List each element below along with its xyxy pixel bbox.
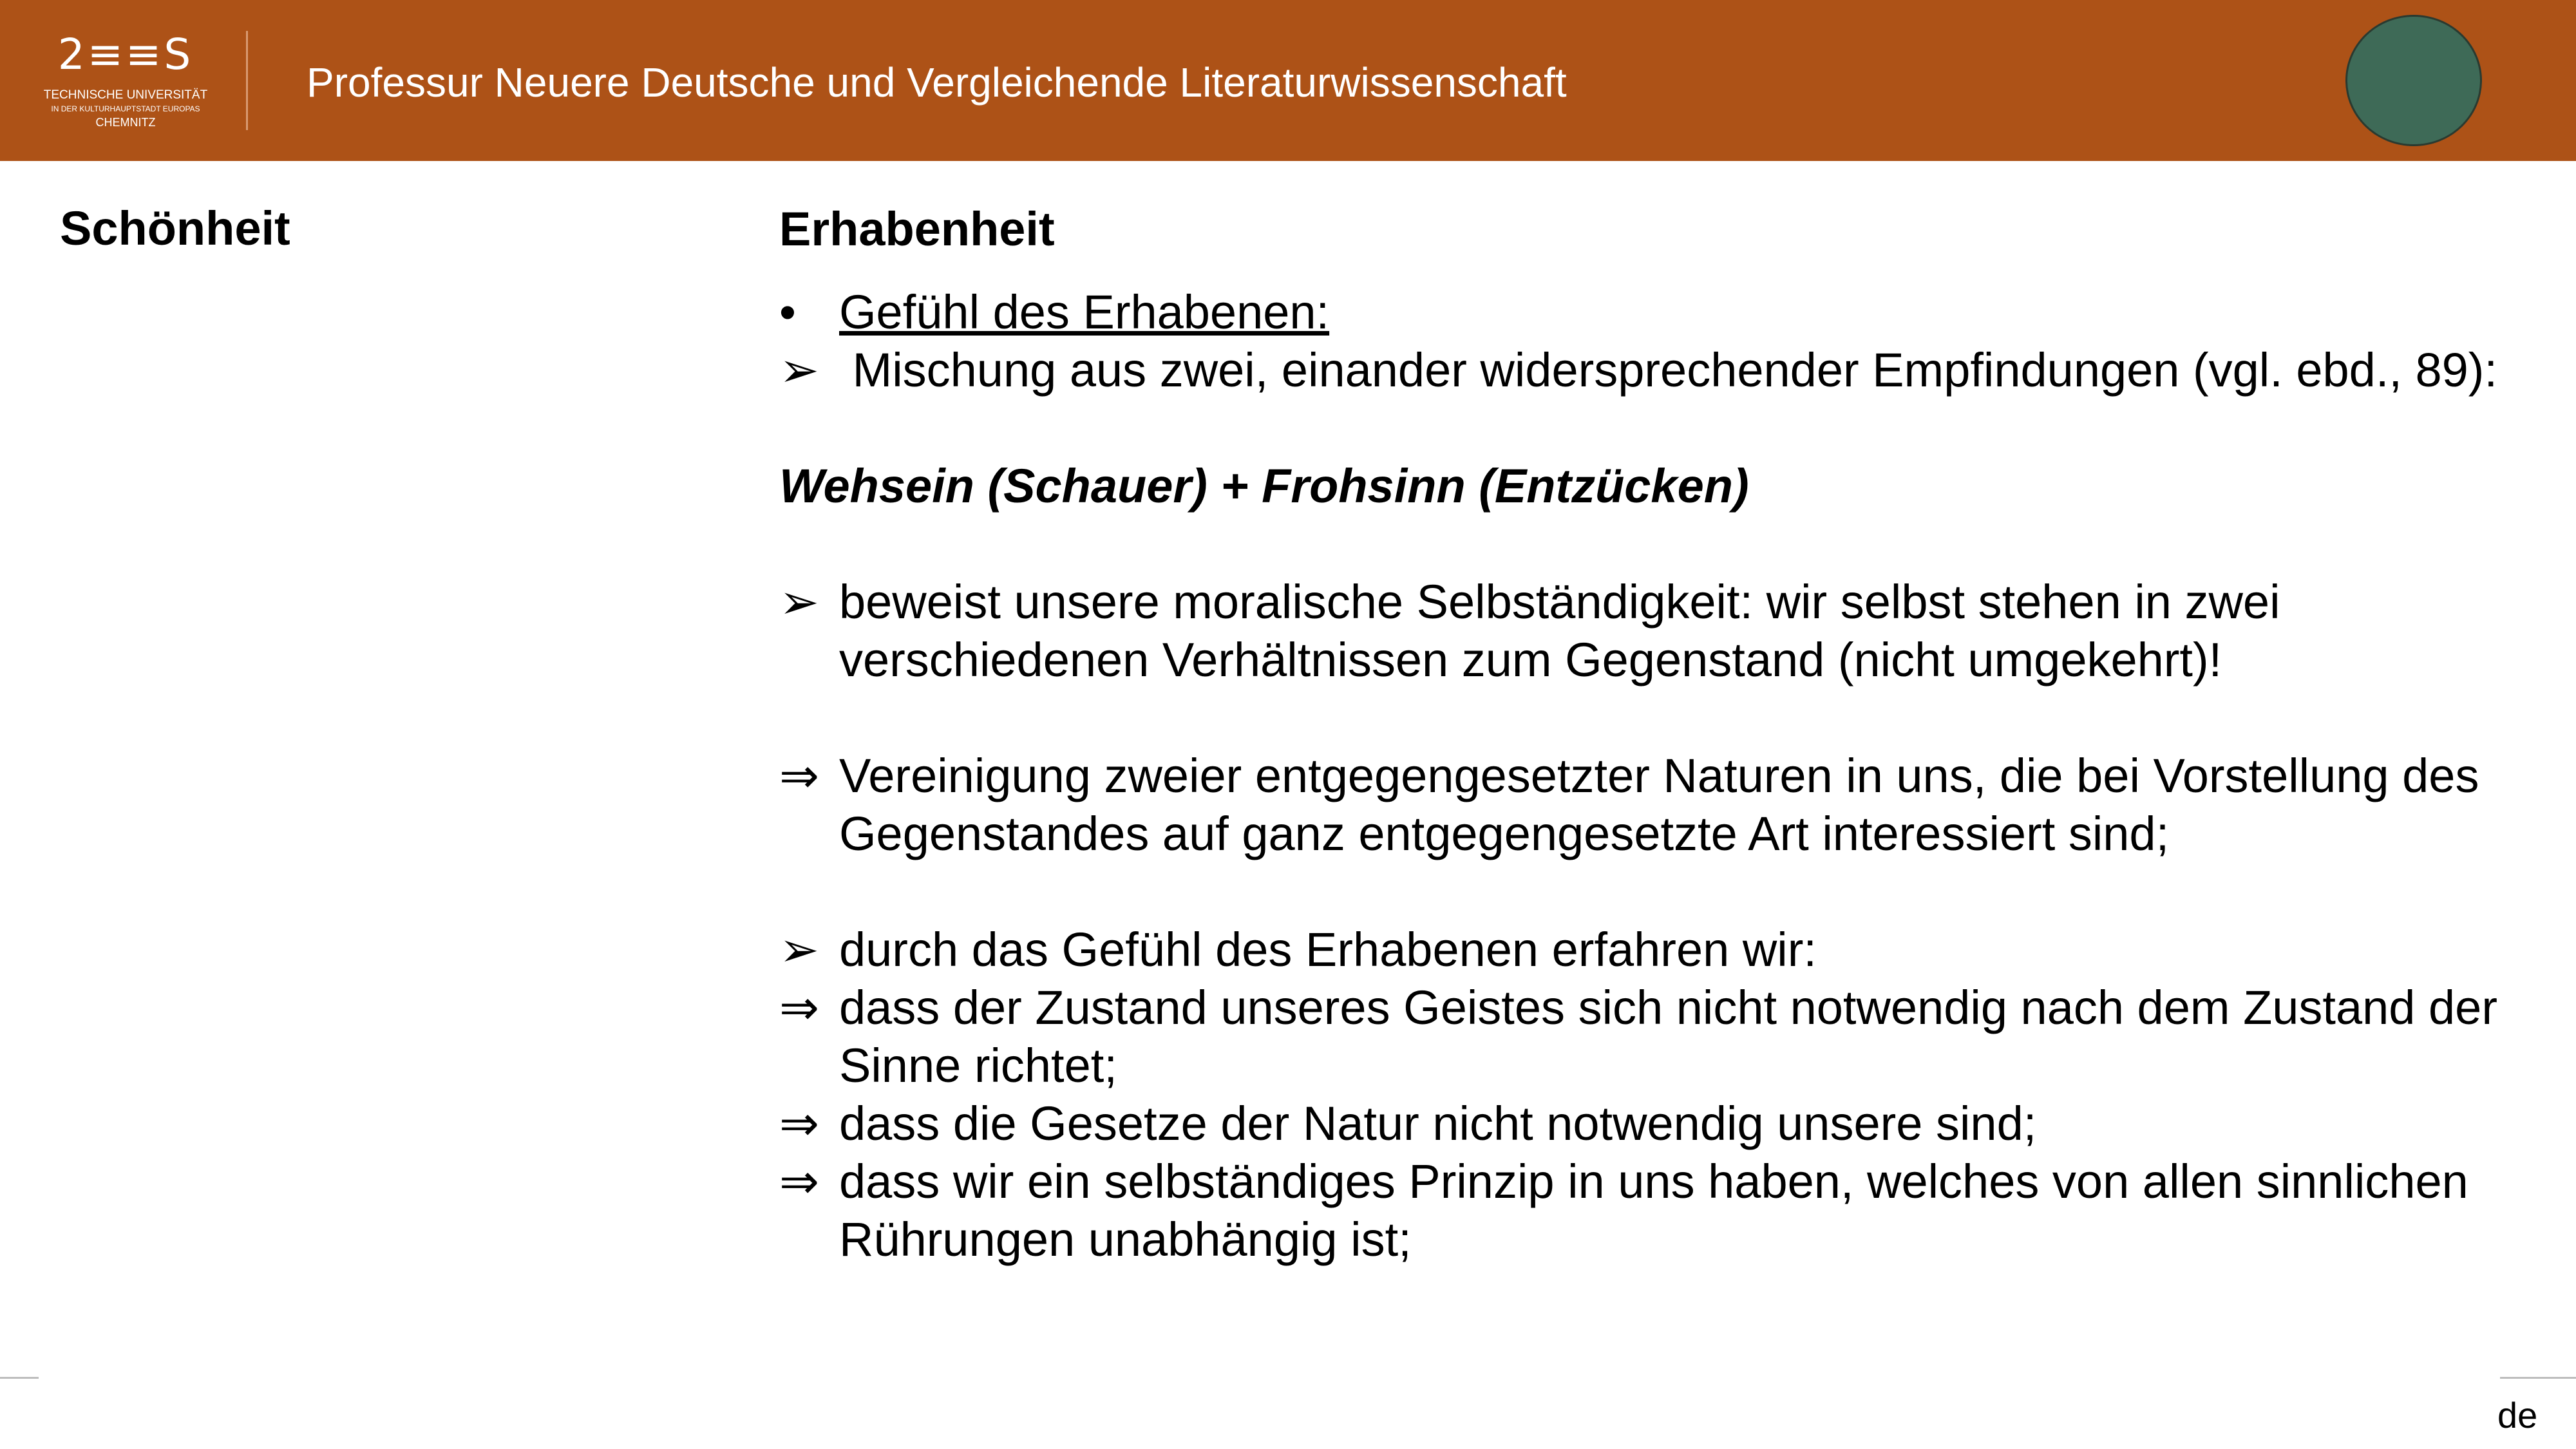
left-heading: Schönheit: [60, 202, 290, 255]
list-item: [779, 573, 2531, 689]
list-item: [779, 341, 2531, 399]
arrow-bullet-icon: ➢: [779, 923, 820, 976]
arrow-bullet-icon: ➢: [779, 575, 820, 629]
arrow-bullet-icon: ➢: [779, 343, 820, 397]
item-text: Mischung aus zwei, einander widersprechender Empfindungen (vgl. ebd., 89):: [839, 343, 2498, 397]
item-text: dass der Zustand unseres Geistes sich nicht notwendig nach dem Zustand der Sinne richtet;: [839, 981, 2497, 1092]
implies-icon: ⇒: [779, 1097, 820, 1150]
spacer: [779, 863, 2531, 921]
list-item: [779, 1153, 2531, 1269]
right-content: [779, 202, 2531, 1269]
spacer: [779, 399, 2531, 457]
header-title: Professur Neuere Deutsche und Vergleichende Literaturwissenschaft: [307, 59, 1567, 106]
spacer: [779, 515, 2531, 573]
item-text: durch das Gefühl des Erhabenen erfahren wir:: [839, 923, 1817, 976]
implies-icon: ⇒: [779, 749, 820, 802]
list-item: [779, 921, 2531, 979]
item-text: beweist unsere moralische Selbständigkeit: wir selbst stehen in zwei verschiedenen Verhältnissen zum Gegenstand (nicht umgekehrt)!: [839, 575, 2280, 687]
bullet-marker: •: [779, 285, 796, 339]
right-heading: Erhabenheit: [779, 202, 1055, 256]
item-text: Vereinigung zweier entgegengesetzter Naturen in uns, die bei Vorstellung des Gegenstandes auf ganz entgegengesetzte Art interessiert sind;: [839, 749, 2479, 860]
tu-chemnitz-logo: [39, 29, 213, 138]
list-item: [779, 979, 2531, 1095]
footer-corner-text: de: [2497, 1395, 2538, 1435]
spacer: [779, 689, 2531, 747]
list-item: [779, 747, 2531, 863]
list-item: [779, 1095, 2531, 1153]
footer-rule-right: [2500, 1377, 2576, 1379]
logo-mark: 2≡≡S: [57, 30, 194, 79]
logo-line-1: TECHNISCHE UNIVERSITÄT: [43, 88, 208, 102]
header-circle: [2345, 15, 2482, 146]
item-text: dass die Gesetze der Natur nicht notwendig unsere sind;: [839, 1097, 2037, 1150]
item-text: Gefühl des Erhabenen:: [839, 285, 1330, 339]
implies-icon: ⇒: [779, 981, 820, 1034]
implies-icon: ⇒: [779, 1155, 820, 1208]
logo-line-3: CHEMNITZ: [95, 116, 156, 129]
tu-logo-icon: [39, 29, 213, 138]
formula-line: Wehsein (Schauer) + Frohsinn (Entzücken): [779, 459, 1749, 513]
footer-rule-left: [0, 1377, 39, 1379]
header-bar: [0, 0, 2576, 161]
logo-line-2: IN DER KULTURHAUPTSTADT EUROPAS: [51, 104, 200, 113]
item-text: dass wir ein selbständiges Prinzip in uns haben, welches von allen sinnlichen Rührungen unabhängig ist;: [839, 1155, 2468, 1266]
list-item: [779, 283, 2531, 341]
logo-divider: [246, 31, 248, 130]
